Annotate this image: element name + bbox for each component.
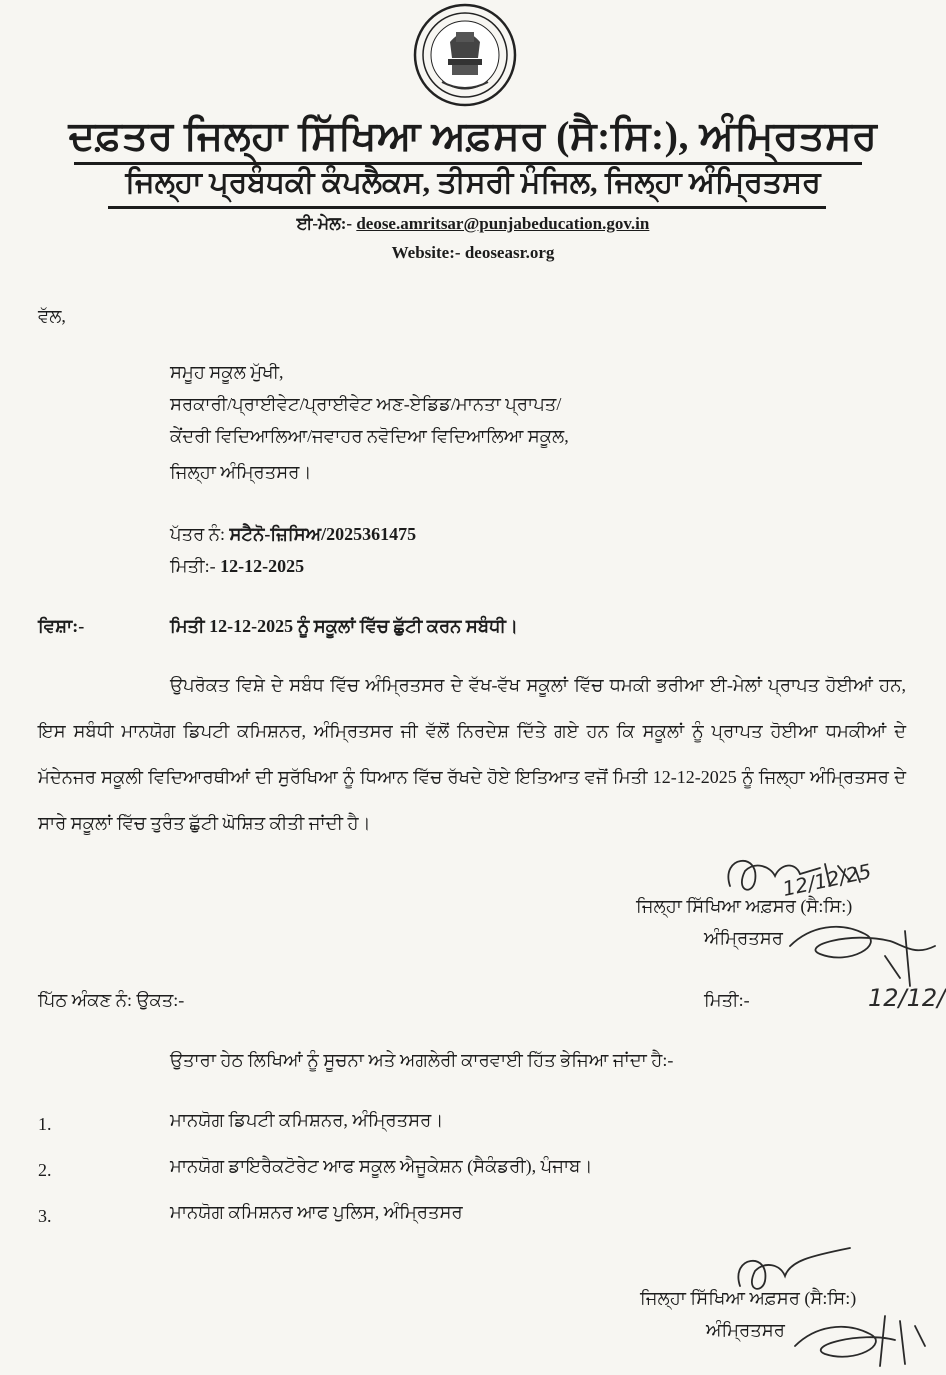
address-underline — [108, 206, 826, 209]
letter-date-value: 12-12-2025 — [220, 556, 305, 576]
email-link[interactable]: deose.amritsar@punjabeducation.gov.in — [356, 214, 650, 233]
website-link[interactable]: deoseasr.org — [464, 243, 555, 262]
letter-date-label: ਮਿਤੀ:- — [170, 556, 221, 576]
recipient-line: ਸਮੂਹ ਸਕੂਲ ਮੁੱਖੀ, — [170, 362, 284, 382]
copy-number: 1. — [38, 1114, 52, 1134]
subject-label: ਵਿਸ਼ਾ:- — [38, 616, 85, 636]
title-underline — [74, 162, 862, 165]
subject-text: ਮਿਤੀ 12-12-2025 ਨੂੰ ਸਕੂਲਾਂ ਵਿੱਚ ਛੁੱਟੀ ਕਰਨ ਸਬੰਧੀ। — [170, 616, 519, 636]
office-address: ਜਿਲ੍ਹਾ ਪ੍ਰਬੰਧਕੀ ਕੰਪਲੈਕਸ, ਤੀਸਰੀ ਮੰਜਿਲ, ਜਿਲ੍ਹਾ ਅੰਮ੍ਰਿਤਸਰ — [125, 166, 821, 199]
letter-number-label: ਪੱਤਰ ਨੰ: — [170, 524, 230, 544]
endorsement-date-label: ਮਿਤੀ:- — [704, 990, 750, 1010]
copy-intro: ਉਤਾਰਾ ਹੇਠ ਲਿਖਿਆਂ ਨੂੰ ਸੂਚਨਾ ਅਤੇ ਅਗਲੇਰੀ ਕਾਰਵਾਈ ਹਿੱਤ ਭੇਜਿਆ ਜਾਂਦਾ ਹੈ:- — [170, 1050, 674, 1070]
letter-body: ਉਪਰੋਕਤ ਵਿਸ਼ੇ ਦੇ ਸਬੰਧ ਵਿੱਚ ਅੰਮ੍ਰਿਤਸਰ ਦੇ ਵੱਖ-ਵੱਖ ਸਕੂਲਾਂ ਵਿੱਚ ਧਮਕੀ ਭਰੀਆ ਈ-ਮੇਲਾਂ ਪ੍ਰਾਪਤ ਹੋਈਆਂ ਹਨ, ਇਸ ਸਬੰਧੀ ਮਾਨਯੋਗ ਡਿਪਟੀ ਕਮਿਸ਼ਨਰ, ਅੰਮ੍ਰਿਤਸਰ ਜੀ ਵੱਲੋਂ ਨਿਰਦੇਸ਼ ਦਿੱਤੇ ਗਏ ਹਨ ਕਿ ਸਕੂਲਾਂ ਨੂੰ ਪ੍ਰਾਪਤ ਹੋਈਆ ਧਮਕੀਆਂ ਦੇ ਮੱਦੇਨਜਰ ਸਕੂਲੀ ਵਿਦਿਆਰਥੀਆਂ ਦੀ ਸੁਰੱਖਿਆ ਨੂੰ ਧਿਆਨ ਵਿੱਚ ਰੱਖਦੇ ਹੋਏ ਇਤਿਆਤ ਵਜੋਂ ਮਿਤੀ 12-12-2025 ਨੂੰ ਜਿਲ੍ਹਾ ਅੰਮ੍ਰਿਤਸਰ ਦੇ ਸਾਰੇ ਸਕੂਲਾਂ ਵਿੱਚ ਤੁਰੰਤ ਛੁੱਟੀ ਘੋਸ਼ਿਤ ਕੀਤੀ ਜਾਂਦੀ ਹੈ। — [38, 675, 906, 833]
copy-recipient: ਮਾਨਯੋਗ ਡਾਇਰੈਕਟੋਰੇਟ ਆਫ ਸਕੂਲ ਐਜੂਕੇਸ਼ਨ (ਸੈਕੰਡਰੀ), ਪੰਜਾਬ। — [170, 1156, 593, 1176]
copy-recipient: ਮਾਨਯੋਗ ਕਮਿਸ਼ਨਰ ਆਫ ਪੁਲਿਸ, ਅੰਮ੍ਰਿਤਸਰ — [170, 1202, 463, 1222]
email-line — [0, 214, 946, 234]
copy-recipient: ਮਾਨਯੋਗ ਡਿਪਟੀ ਕਮਿਸ਼ਨਰ, ਅੰਮ੍ਰਿਤਸਰ। — [170, 1110, 444, 1130]
handwritten-date: 12/12/25 — [780, 858, 874, 902]
signatory-place: ਅੰਮ੍ਰਿਤਸਰ — [704, 928, 783, 948]
signatory-title: ਜਿਲ੍ਹਾ ਸਿੱਖਿਆ ਅਫ਼ਸਰ (ਸੈ:ਸਿ:) — [640, 1288, 857, 1308]
to-label: ਵੱਲ, — [38, 306, 66, 326]
office-title: ਦਫ਼ਤਰ ਜਿਲ੍ਹਾ ਸਿੱਖਿਆ ਅਫ਼ਸਰ (ਸੈ:ਸਿ:), ਅੰਮ੍ਰਿਤਸਰ — [68, 113, 878, 158]
letter-number-value: ਸਟੈਨੋ-ਜ਼ਿਸਿਅ/2025361475 — [229, 524, 417, 544]
letter-number — [170, 524, 416, 545]
email-label: ਈ-ਮੇਲ:- — [296, 214, 357, 233]
website-label: Website:- — [391, 243, 465, 262]
copy-number: 2. — [38, 1160, 52, 1180]
copy-number: 3. — [38, 1206, 52, 1226]
endorsement-label: ਪਿੱਠ ਅੰਕਣ ਨੰ: ਉਕਤ:- — [38, 990, 185, 1010]
signatory-place: ਅੰਮ੍ਰਿਤਸਰ — [706, 1320, 785, 1340]
recipient-line: ਸਰਕਾਰੀ/ਪ੍ਰਾਈਵੇਟ/ਪ੍ਰਾਈਵੇਟ ਅਣ-ਏਡਿਡ/ਮਾਨਤਾ ਪ੍ਰਾਪਤ/ — [170, 394, 562, 414]
recipient-line: ਜਿਲ੍ਹਾ ਅੰਮ੍ਰਿਤਸਰ। — [170, 462, 312, 482]
handwritten-date: 12/12/ — [868, 984, 946, 1012]
recipient-line: ਕੇਂਦਰੀ ਵਿਦਿਆਲਿਆ/ਜਵਾਹਰ ਨਵੋਦਿਆ ਵਿਦਿਆਲਿਆ ਸਕੂਲ, — [170, 426, 569, 446]
signatory-title: ਜਿਲ੍ਹਾ ਸਿੱਖਿਆ ਅਫ਼ਸਰ (ਸੈ:ਸਿ:) — [636, 896, 853, 916]
website-line — [0, 243, 946, 263]
letter-date — [170, 556, 304, 577]
state-emblem-icon — [412, 2, 518, 108]
